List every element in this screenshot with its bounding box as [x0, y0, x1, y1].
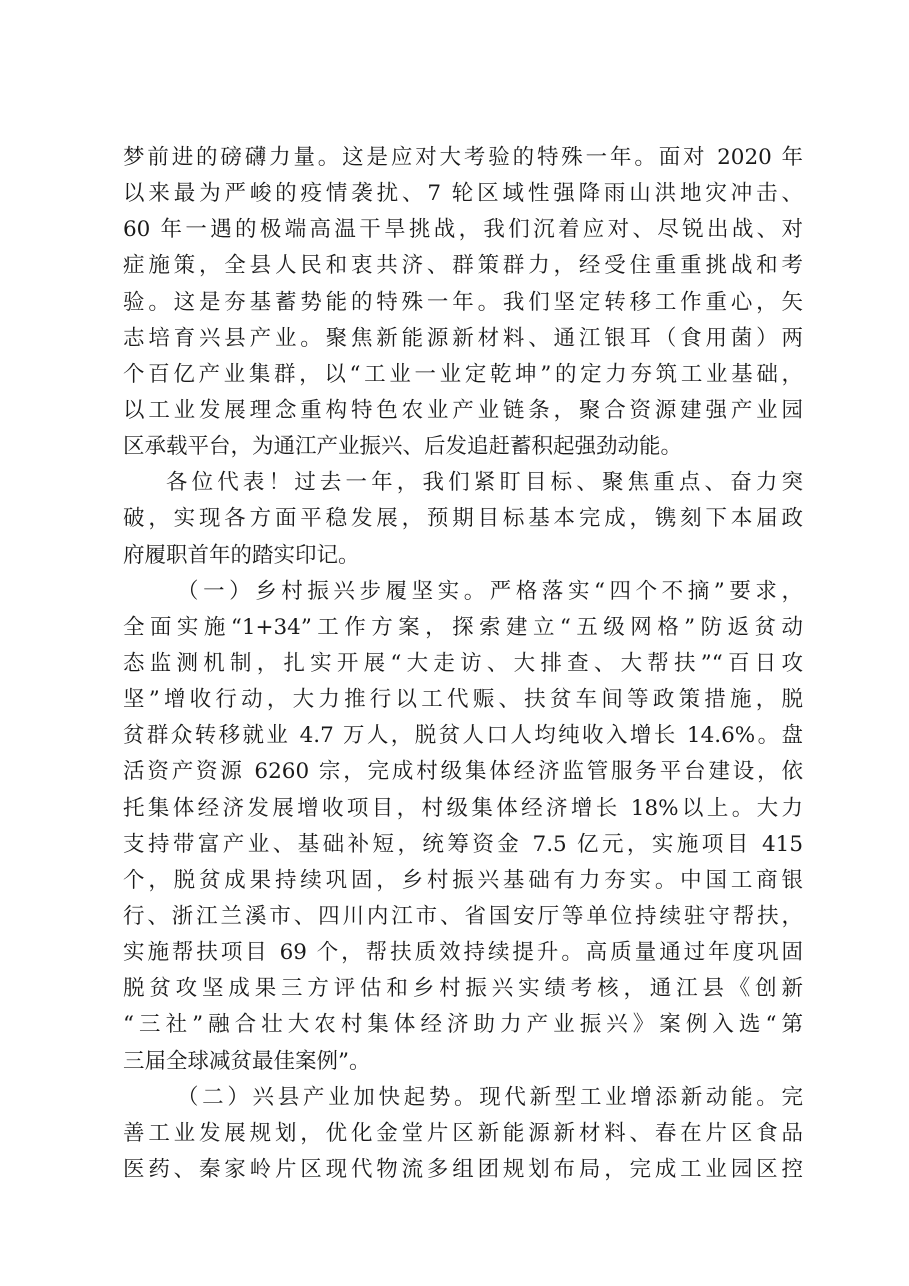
paragraph-line: 态监测机制，扎实开展“大走访、大排查、大帮扶”“百日攻	[123, 650, 803, 676]
paragraph-line: 验。这是夯基蓄势能的特殊一年。我们坚定转移工作重心，矢	[123, 289, 803, 315]
paragraph-line: 三届全球减贫最佳案例”。	[123, 1048, 371, 1074]
paragraph-line: 梦前进的磅礴力量。这是应对大考验的特殊一年。面对 2020 年	[123, 145, 803, 170]
paragraph-line: 实施帮扶项目 69 个，帮扶质效持续提升。高质量通过年度巩固	[123, 940, 803, 966]
paragraph-line: 行、浙江兰溪市、四川内江市、省国安厅等单位持续驻守帮扶，	[123, 903, 803, 929]
paragraph-line: 贫群众转移就业 4.7 万人，脱贫人口人均纯收入增长 14.6%。盘	[123, 723, 803, 749]
paragraph-line: 善工业发展规划，优化金堂片区新能源新材料、春在片区食品	[123, 1120, 803, 1146]
paragraph-line: 60 年一遇的极端高温干旱挑战，我们沉着应对、尽锐出战、对	[123, 217, 803, 243]
paragraph-line: 个百亿产业集群，以“工业一业定乾坤”的定力夯筑工业基础，	[123, 361, 803, 387]
paragraph-line: 症施策，全县人民和衷共济、群策群力，经受住重重挑战和考	[123, 253, 803, 279]
section-heading-line: （一）乡村振兴步履坚实。严格落实“四个不摘”要求，	[177, 578, 803, 604]
paragraph-line: 府履职首年的踏实印记。	[123, 542, 360, 568]
paragraph-line: 各位代表！过去一年，我们紧盯目标、聚焦重点、奋力突	[166, 470, 803, 496]
paragraph-line: 以工业发展理念重构特色农业产业链条，聚合资源建强产业园	[123, 397, 803, 423]
paragraph-line: 活资产资源 6260 宗，完成村级集体经济监管服务平台建设，依	[123, 759, 803, 785]
paragraph-line: 志培育兴县产业。聚焦新能源新材料、通江银耳（食用菌）两	[123, 325, 803, 351]
paragraph-line: 全面实施“1+34”工作方案，探索建立“五级网格”防返贫动	[123, 614, 803, 640]
paragraph-line: 以来最为严峻的疫情袭扰、7 轮区域性强降雨山洪地灾冲击、	[123, 181, 803, 207]
paragraph-line: 破，实现各方面平稳发展，预期目标基本完成，镌刻下本届政	[123, 506, 803, 532]
paragraph-line: 医药、秦家岭片区现代物流多组团规划布局，完成工业园区控	[123, 1156, 803, 1182]
paragraph-line: 坚”增收行动，大力推行以工代赈、扶贫车间等政策措施，脱	[123, 687, 803, 713]
paragraph-line: 区承载平台，为通江产业振兴、后发追赶蓄积起强劲动能。	[123, 434, 683, 460]
paragraph-line: 支持带富产业、基础补短，统筹资金 7.5 亿元，实施项目 415	[123, 831, 803, 857]
paragraph-line: 托集体经济发展增收项目，村级集体经济增长 18%以上。大力	[123, 795, 803, 821]
paragraph-line: “三社”融合壮大农村集体经济助力产业振兴》案例入选“第	[123, 1012, 803, 1038]
document-body	[123, 140, 803, 1188]
section-heading-line: （二）兴县产业加快起势。现代新型工业增添新动能。完	[177, 1084, 803, 1110]
paragraph-line: 脱贫攻坚成果三方评估和乡村振兴实绩考核，通江县《创新	[123, 976, 803, 1002]
paragraph-line: 个，脱贫成果持续巩固，乡村振兴基础有力夯实。中国工商银	[123, 867, 803, 893]
